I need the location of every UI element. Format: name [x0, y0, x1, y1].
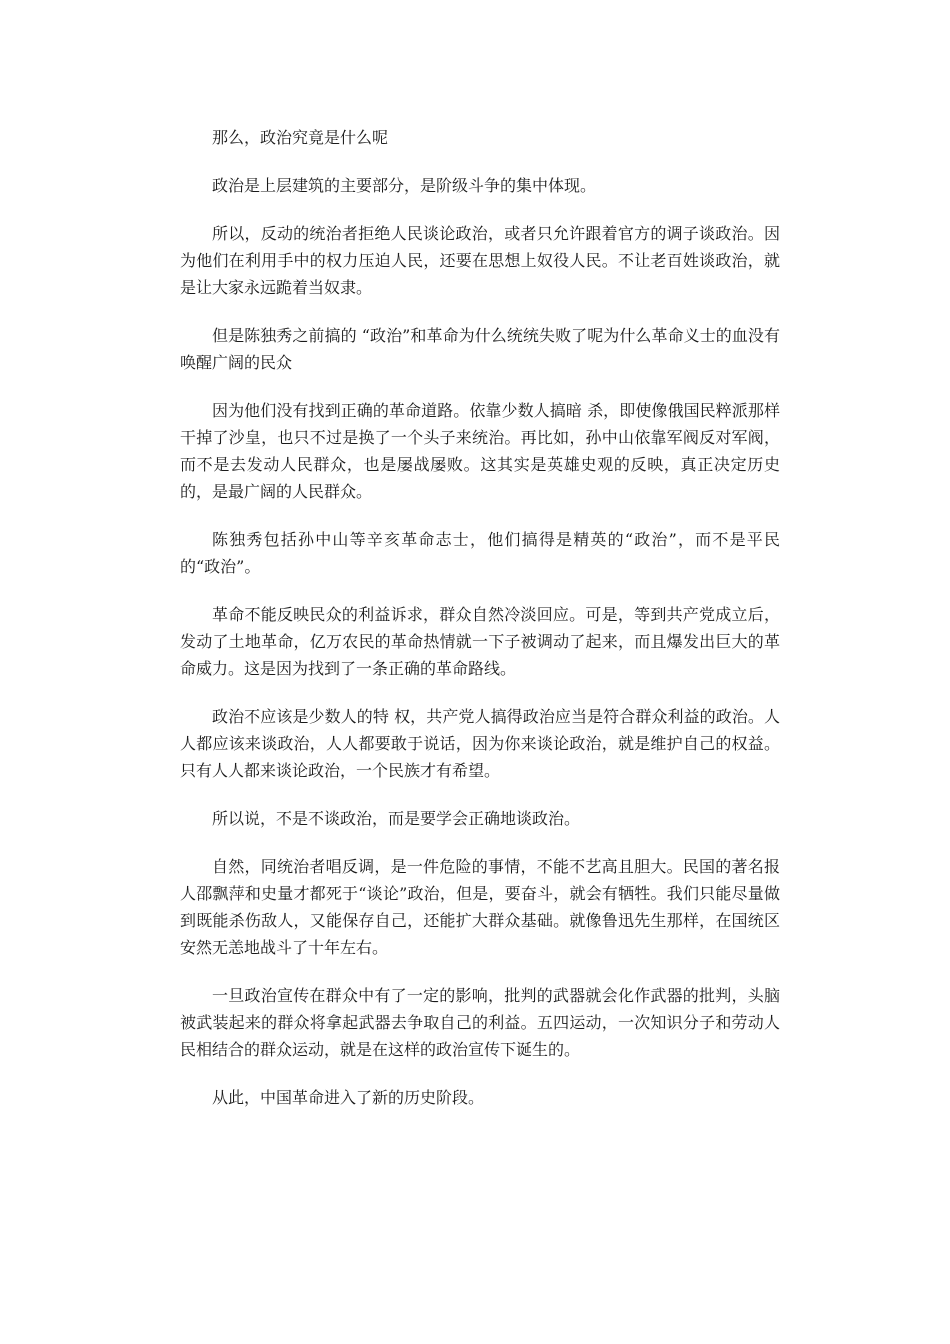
paragraph-1: 那么，政治究竟是什么呢 — [212, 128, 389, 147]
paragraph-12: 从此，中国革命进入了新的历史阶段。 — [212, 1088, 485, 1107]
paragraph-6: 陈独秀包括孙中山等辛亥革命志士，他们搞得是精英的“政治”，而不是平民的“政治”。 — [180, 530, 780, 576]
paragraph-11: 一旦政治宣传在群众中有了一定的影响，批判的武器就会化作武器的批判，头脑被武装起来的群众将拿起武器去争取自己的利益。五四运动，一次知识分子和劳动人民相结合的群众运动，就是在这样的政治宣传下诞生的。 — [180, 986, 780, 1059]
paragraph-10: 自然，同统治者唱反调，是一件危险的事情，不能不艺高且胆大。民国的著名报人邵飘萍和史量才都死于“谈论”政治，但是，要奋斗，就会有牺牲。我们只能尽量做到既能杀伤敌人，又能保存自己，还能扩大群众基础。就像鲁迅先生那样，在国统区安然无恙地战斗了十年左右。 — [180, 857, 780, 957]
document-body — [180, 124, 780, 1132]
paragraph-9: 所以说，不是不谈政治，而是要学会正确地谈政治。 — [212, 809, 581, 828]
paragraph-7: 革命不能反映民众的利益诉求，群众自然冷淡回应。可是，等到共产党成立后，发动了土地革命，亿万农民的革命热情就一下子被调动了起来，而且爆发出巨大的革命威力。这是因为找到了一条正确的革命路线。 — [180, 605, 780, 678]
paragraph-3: 所以，反动的统治者拒绝人民谈论政治，或者只允许跟着官方的调子谈政治。因为他们在利用手中的权力压迫人民，还要在思想上奴役人民。不让老百姓谈政治，就是让大家永远跪着当奴隶。 — [180, 224, 780, 297]
paragraph-2: 政治是上层建筑的主要部分，是阶级斗争的集中体现。 — [212, 176, 597, 195]
paragraph-8: 政治不应该是少数人的特 权，共产党人搞得政治应当是符合群众利益的政治。人人都应该来谈政治，人人都要敢于说话，因为你来谈论政治，就是维护自己的权益。只有人人都来谈论政治，一个民族才有希望。 — [180, 707, 780, 780]
paragraph-5: 因为他们没有找到正确的革命道路。依靠少数人搞暗 杀，即使像俄国民粹派那样干掉了沙皇，也只不过是换了一个头子来统治。再比如，孙中山依靠军阀反对军阀，而不是去发动人民群众，也是屡战屡败。这其实是英雄史观的反映，真正决定历史的，是最广阔的人民群众。 — [180, 401, 780, 501]
paragraph-4: 但是陈独秀之前搞的 “政治”和革命为什么统统失败了呢为什么革命义士的血没有唤醒广阔的民众 — [180, 326, 780, 372]
